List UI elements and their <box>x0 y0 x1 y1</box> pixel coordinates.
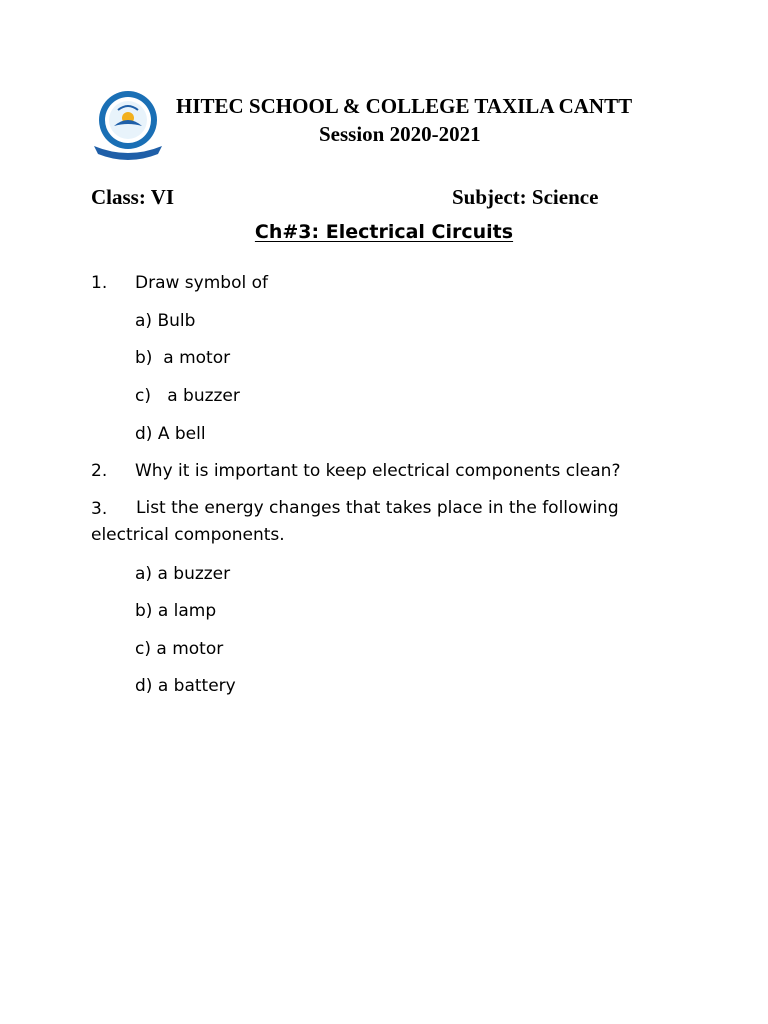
question-number-1: 1. <box>91 273 108 293</box>
option-1a <box>135 311 195 331</box>
option-letter: c) <box>135 386 151 406</box>
option-3d: d) a battery <box>135 676 236 696</box>
question-number-2: 2. <box>91 461 108 481</box>
option-3a: a) a buzzer <box>135 564 231 584</box>
option-text: a buzzer <box>167 386 240 406</box>
option-1c <box>135 386 240 406</box>
option-1b <box>135 348 230 368</box>
school-crest-icon <box>88 88 168 162</box>
session-label: Session 2020-2021 <box>319 122 481 146</box>
option-1d <box>135 424 206 444</box>
question-text-2: Why it is important to keep electrical components clean? <box>135 461 621 481</box>
option-text: a motor <box>163 348 231 368</box>
school-name: HITEC SCHOOL & COLLEGE TAXILA CANTT <box>176 94 633 118</box>
option-3c: c) a motor <box>135 639 224 659</box>
option-text: A bell <box>157 424 206 444</box>
option-3b: b) a lamp <box>135 601 217 621</box>
class-label: Class: VI <box>91 185 175 209</box>
subject-label: Subject: Science <box>452 185 599 209</box>
question-number-3: 3. <box>91 499 108 519</box>
option-letter: b) <box>135 348 153 368</box>
option-letter: a) <box>135 311 153 331</box>
option-text: Bulb <box>157 311 196 331</box>
question-text-3: List the energy changes that takes place in the following electrical components. <box>91 498 619 545</box>
option-letter: d) <box>135 424 153 444</box>
chapter-title-text: Ch#3: Electrical Circuits <box>254 221 514 243</box>
question-text-1: Draw symbol of <box>135 273 268 293</box>
chapter-title <box>0 221 768 243</box>
